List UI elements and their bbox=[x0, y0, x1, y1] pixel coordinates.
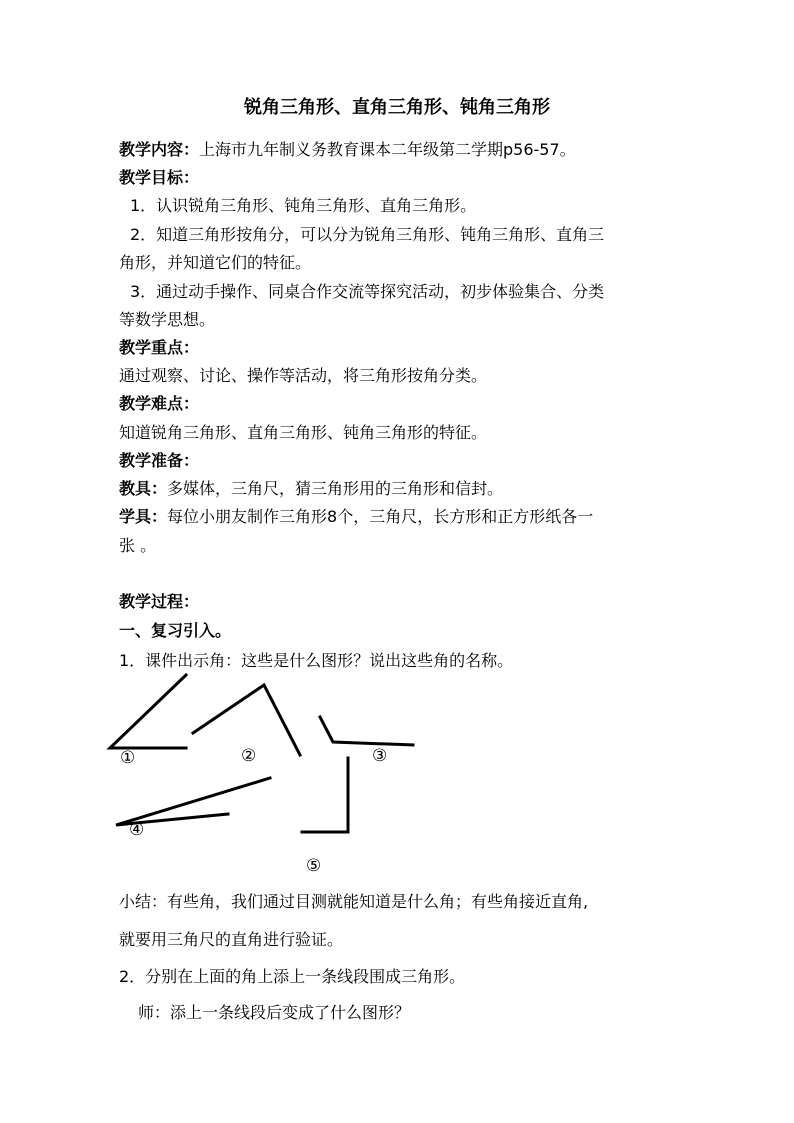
section-1-heading: 一、复习引入。 bbox=[119, 621, 232, 640]
difficulty-label: 教学难点： bbox=[119, 394, 200, 413]
key-point-value: 通过观察、讨论、操作等活动，将三角形按角分类。 bbox=[119, 366, 488, 385]
student-tools-label: 学具： bbox=[119, 507, 168, 526]
summary-b: 就要用三角尺的直角进行验证。 bbox=[119, 930, 344, 949]
goals-label: 教学目标： bbox=[119, 168, 200, 187]
prep-label: 教学准备： bbox=[119, 451, 200, 470]
student-tools-value-b: 张 。 bbox=[119, 536, 157, 555]
page-title: 锐角三角形、直角三角形、钝角三角形 bbox=[244, 97, 550, 118]
angle-5-shape bbox=[302, 758, 348, 832]
goal-item-2b: 角形，并知道它们的特征。 bbox=[119, 253, 312, 272]
teacher-tools-value: 多媒体，三角尺，猜三角形用的三角形和信封。 bbox=[167, 479, 504, 498]
angle-1-shape bbox=[110, 675, 186, 748]
teacher-tools-label: 教具： bbox=[119, 479, 168, 498]
process-label: 教学过程： bbox=[119, 592, 200, 611]
content-label: 教学内容： bbox=[119, 140, 200, 159]
summary-a: 小结：有些角，我们通过目测就能知道是什么角；有些角接近直角, bbox=[119, 892, 589, 911]
content-value: 上海市九年制义务教育课本二年级第二学期p56-57。 bbox=[199, 140, 576, 159]
step-1: 1．课件出示角：这些是什么图形？说出这些角的名称。 bbox=[119, 651, 514, 670]
angle-label-2: ② bbox=[241, 746, 257, 766]
goal-item-1: 1．认识锐角三角形、钝角三角形、直角三角形。 bbox=[130, 196, 477, 215]
angle-4-shape bbox=[116, 778, 270, 825]
goal-item-3b: 等数学思想。 bbox=[119, 310, 216, 329]
key-point-label: 教学重点： bbox=[119, 338, 200, 357]
step-2: 2．分别在上面的角上添上一条线段围成三角形。 bbox=[119, 967, 466, 986]
student-tools-value-a: 每位小朋友制作三角形8个，三角尺，长方形和正方形纸各一 bbox=[167, 507, 594, 526]
angle-label-5: ⑤ bbox=[306, 856, 322, 876]
goal-item-2a: 2．知道三角形按角分，可以分为锐角三角形、钝角三角形、直角三 bbox=[130, 225, 605, 244]
difficulty-value: 知道锐角三角形、直角三角形、钝角三角形的特征。 bbox=[119, 423, 488, 442]
angle-label-1: ① bbox=[120, 748, 136, 768]
angle-3-shape bbox=[320, 717, 413, 745]
angle-label-4: ④ bbox=[129, 820, 145, 840]
angle-label-3: ③ bbox=[372, 746, 388, 766]
teacher-question: 师：添上一条线段后变成了什么图形？ bbox=[138, 1003, 411, 1022]
goal-item-3a: 3．通过动手操作、同桌合作交流等探究活动，初步体验集合、分类 bbox=[130, 282, 605, 301]
angle-2-shape bbox=[193, 685, 300, 755]
